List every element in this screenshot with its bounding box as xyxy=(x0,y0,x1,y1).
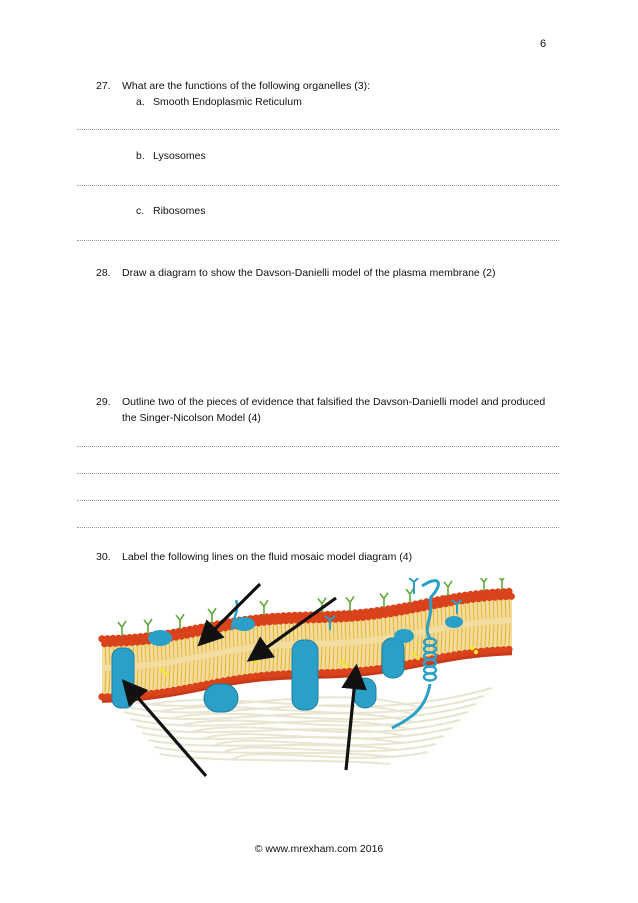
question-number: 29. xyxy=(96,396,111,408)
glycolipid xyxy=(118,621,126,636)
surface-protein xyxy=(394,629,414,643)
part-text: Lysosomes xyxy=(153,150,206,162)
page-number: 6 xyxy=(540,38,547,50)
question-number: 27. xyxy=(96,80,111,92)
cholesterol xyxy=(344,664,348,668)
fluid-mosaic-diagram xyxy=(92,578,532,788)
glycolipid xyxy=(406,588,414,603)
glycolipid xyxy=(208,608,216,623)
drawing-area[interactable] xyxy=(77,285,559,385)
glycolipid xyxy=(176,614,184,629)
glycolipid xyxy=(380,593,388,608)
question-30 xyxy=(96,549,412,565)
cholesterol xyxy=(470,646,475,651)
glycolipid xyxy=(444,581,452,596)
helix-coil xyxy=(424,674,436,681)
question-28 xyxy=(96,265,496,281)
integral-protein xyxy=(382,638,404,678)
question-29 xyxy=(96,394,566,426)
answer-line[interactable] xyxy=(77,446,559,447)
answer-line[interactable] xyxy=(77,473,559,474)
glycoprotein xyxy=(409,578,419,594)
glycolipid xyxy=(498,578,506,590)
answer-line[interactable] xyxy=(77,527,559,528)
part-letter: b. xyxy=(136,150,145,162)
lipid-head xyxy=(505,646,512,653)
question-27c xyxy=(136,205,206,217)
question-27a xyxy=(136,96,302,108)
glycolipid xyxy=(346,596,354,611)
cholesterol xyxy=(340,660,345,665)
peripheral-protein xyxy=(354,678,376,708)
answer-line[interactable] xyxy=(77,500,559,501)
surface-protein xyxy=(233,617,255,631)
question-text: What are the functions of the following organelles (3): xyxy=(122,80,371,92)
part-letter: c. xyxy=(136,205,145,217)
question-text: Outline two of the pieces of evidence that falsified the Davson-Danielli model and produced xyxy=(122,396,546,408)
cholesterol xyxy=(416,656,420,660)
integral-protein xyxy=(292,640,318,710)
glycolipid xyxy=(260,600,268,615)
answer-line[interactable] xyxy=(77,240,559,241)
peripheral-protein xyxy=(204,684,238,712)
surface-protein xyxy=(148,630,172,646)
footer-copyright: © www.mrexham.com 2016 xyxy=(254,843,384,855)
glycolipid xyxy=(144,619,152,634)
cholesterol xyxy=(164,672,168,676)
part-text: Smooth Endoplasmic Reticulum xyxy=(153,96,302,108)
question-number: 30. xyxy=(96,551,111,563)
cholesterol xyxy=(254,660,258,664)
part-letter: a. xyxy=(136,96,145,108)
helix-tail xyxy=(422,581,438,598)
cholesterol xyxy=(160,668,165,673)
question-text: Draw a diagram to show the Davson-Danielli model of the plasma membrane (2) xyxy=(122,267,496,279)
question-number: 28. xyxy=(96,267,111,279)
surface-protein xyxy=(445,616,463,628)
question-27b xyxy=(136,150,206,162)
lipid-head xyxy=(508,593,515,600)
question-text-continued: the Singer-Nicolson Model (4) xyxy=(122,412,261,424)
question-27 xyxy=(96,78,370,94)
answer-line[interactable] xyxy=(77,129,559,130)
cholesterol xyxy=(474,650,478,654)
cholesterol xyxy=(412,652,417,657)
question-text: Label the following lines on the fluid mosaic model diagram (4) xyxy=(122,551,413,563)
label-arrow xyxy=(126,684,206,776)
answer-line[interactable] xyxy=(77,185,559,186)
part-text: Ribosomes xyxy=(153,205,206,217)
channel-protein xyxy=(112,648,134,708)
glycolipid xyxy=(480,578,488,591)
